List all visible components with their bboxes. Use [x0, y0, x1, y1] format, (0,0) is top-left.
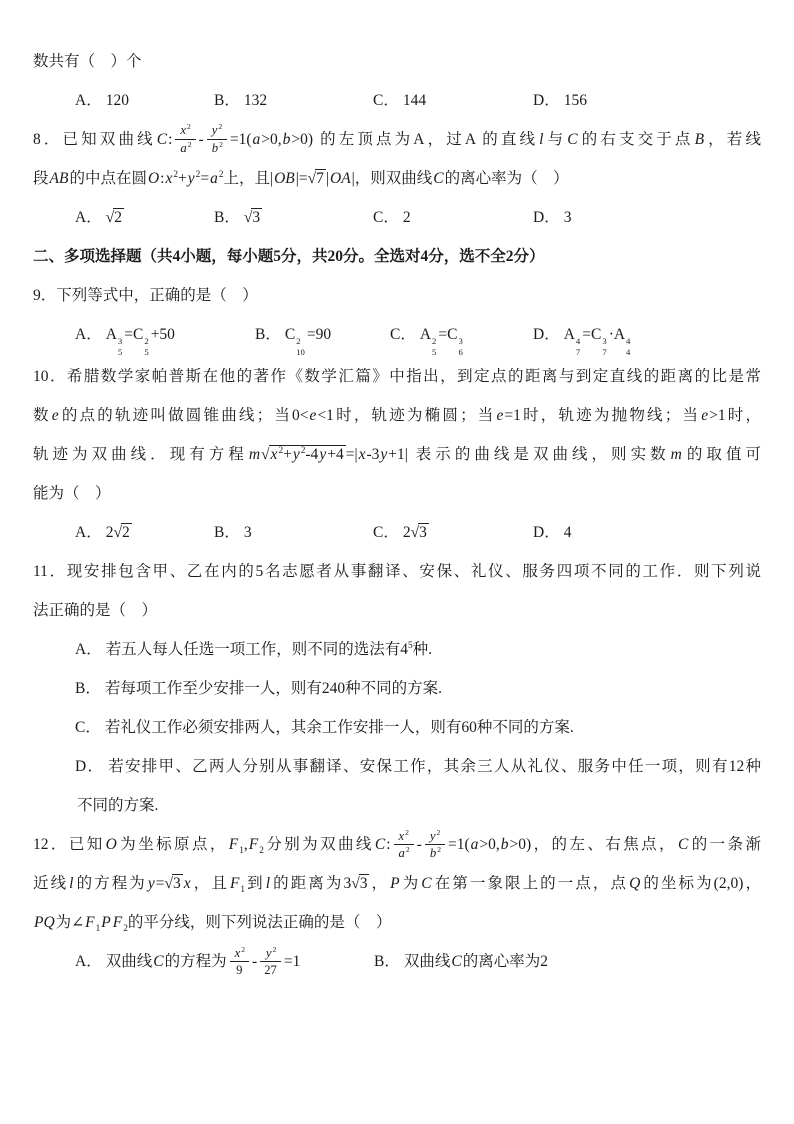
option-value: 4: [563, 524, 572, 542]
option-label: A．: [75, 953, 102, 971]
q10-options-row: [33, 513, 761, 552]
option-value: A 4 7 =C 3 7 ·A 4 4: [563, 326, 631, 357]
option-value: 120: [105, 92, 129, 109]
option-label: A．: [75, 209, 102, 226]
option-value: A 3 5 =C 2 5 +50: [105, 326, 175, 357]
option-value: √3: [243, 209, 261, 226]
option-value: 若礼仪工作必须安排两人，其余工作安排一人，则有60种不同的方案.: [104, 719, 574, 737]
section-2-header: 二、多项选择题（共4小题，每小题5分，共20分。全选对4分，选不全2分）: [33, 248, 545, 265]
q8-option-d: [533, 198, 761, 237]
option-value: √2: [105, 209, 122, 226]
option-label: D．: [75, 758, 105, 776]
q12-options-row: [33, 942, 761, 981]
q9-option-c: [390, 315, 533, 357]
option-label: D．: [533, 524, 560, 542]
q9-option-b: [255, 315, 390, 357]
q12-line2: 近线l的方程为y=√3 x，且$F_1$到l的距离为3√3 ，P为C在第一象限上的一点，点Q的坐标为(2,0)，: [33, 875, 761, 896]
q12-option-b: [374, 942, 761, 981]
option-value: 若安排甲、乙两人分别从事翻译、安保工作，其余三人从礼仪、服务中任一项，则有12种: [108, 758, 761, 776]
option-value: 双曲线C的离心率为2: [403, 953, 548, 971]
option-value: 2√3: [402, 524, 427, 542]
q10-option-d: [533, 513, 761, 552]
q11-line2: 法正确的是（ ）: [33, 602, 158, 620]
option-label: C．: [373, 209, 399, 226]
option-label: D．: [533, 326, 560, 343]
option-value: 若每项工作至少安排一人，则有240种不同的方案.: [104, 680, 442, 698]
option-value: 132: [243, 92, 268, 109]
q10-line3: 轨迹为双曲线．现有方程$m√x^2+y^2-4y+4 =|x-3y+1|$ 表示的曲线是双曲线，则实数m的取值可: [33, 446, 761, 464]
q7-continuation-line: 数共有（ ）个: [33, 53, 142, 70]
option-label: A．: [75, 92, 102, 109]
q9-options-row: [33, 315, 761, 357]
q11-option-d-line1: [33, 747, 761, 786]
option-label: B．: [214, 92, 240, 109]
q7-option-c: [373, 81, 533, 120]
q9-stem: 9．下列等式中，正确的是（ ）: [33, 287, 258, 304]
q12-option-a: [75, 942, 374, 981]
q8-option-a: [75, 198, 214, 237]
option-label: B．: [214, 209, 240, 226]
q11-option-a: [33, 630, 761, 669]
q8-option-c: [373, 198, 533, 237]
option-value: 144: [402, 92, 427, 109]
q11-option-c: [33, 708, 761, 747]
option-value: 2√2: [105, 524, 130, 542]
q8-line2: 段AB的中点在圆$O:x^2+y^2=a^2$上，且|OB|=√7 |OA|，则双曲线C的离心率为（ ）: [33, 169, 569, 187]
q11-option-d-line2: 不同的方案.: [77, 797, 159, 815]
option-label: A．: [75, 326, 102, 343]
option-label: C．: [373, 524, 399, 542]
option-label: A．: [75, 641, 102, 659]
q11-option-b: [33, 669, 761, 708]
option-label: C．: [390, 326, 416, 343]
q7-option-d: [533, 81, 761, 120]
option-label: A．: [75, 524, 102, 542]
option-label: D．: [533, 209, 560, 226]
option-label: B．: [255, 326, 281, 343]
q8-line1: 8．已知双曲线C: $\frac{x^2}{a^2}$ - $\frac{y^2}{b^2}$ =1(a>0,b>0) 的左顶点为A，过A 的直线l与C的右支交于点B，若线: [33, 122, 761, 155]
option-value: 2: [402, 209, 411, 226]
option-value: 若五人每人任选一项工作，则不同的选法有$4^5$种.: [105, 641, 433, 659]
q7-option-b: [214, 81, 373, 120]
option-label: B．: [374, 953, 400, 971]
q8-option-b: [214, 198, 373, 237]
option-value: 双曲线C的方程为 $\frac{x^2}{9}$ - $\frac{y^2}{27}$ =1: [105, 944, 301, 978]
q8-options-row: [33, 198, 761, 237]
q7-options-row: [33, 81, 761, 120]
option-label: C．: [373, 92, 399, 109]
q12-line3: PQ为$\angle F_1P$ $F_2$的平分线，则下列说法正确的是（ ）: [34, 914, 392, 935]
q10-line1: 10．希腊数学家帕普斯在他的著作《数学汇篇》中指出，到定点的距离与到定直线的距离的比是常: [33, 368, 761, 386]
q9-option-d: [533, 315, 761, 357]
q10-line4: 能为（ ）: [33, 485, 111, 503]
option-value: 3: [243, 524, 252, 542]
option-value: 156: [563, 92, 587, 109]
q10-option-b: [214, 513, 373, 552]
q10-option-c: [373, 513, 533, 552]
q10-line2: 数e的点的轨迹叫做圆锥曲线；当0<e<1时，轨迹为椭圆；当e=1时，轨迹为抛物线；当e>1时，: [33, 407, 761, 425]
q12-line1: 12．已知O为坐标原点，$F_1,F_2$分别为双曲线C: $\frac{x^2}{a^2}$ - $\frac{y^2}{b^2}$ =1(a>0,b>0)，的左、右焦点，C的一条渐: [33, 827, 761, 861]
option-value: C 2 10 =90: [284, 326, 332, 357]
option-value: A 2 5 =C 3 6: [419, 326, 463, 357]
option-label: B．: [214, 524, 240, 542]
q10-option-a: [75, 513, 214, 552]
q9-option-a: [75, 315, 255, 357]
q7-option-a: [75, 81, 214, 120]
option-label: B．: [75, 680, 101, 698]
option-label: D．: [533, 92, 560, 109]
q11-line1: 11．现安排包含甲、乙在内的5名志愿者从事翻译、安保、礼仪、服务四项不同的工作．则下列说: [33, 563, 761, 581]
option-label: C．: [75, 719, 101, 737]
option-value: 3: [563, 209, 572, 226]
